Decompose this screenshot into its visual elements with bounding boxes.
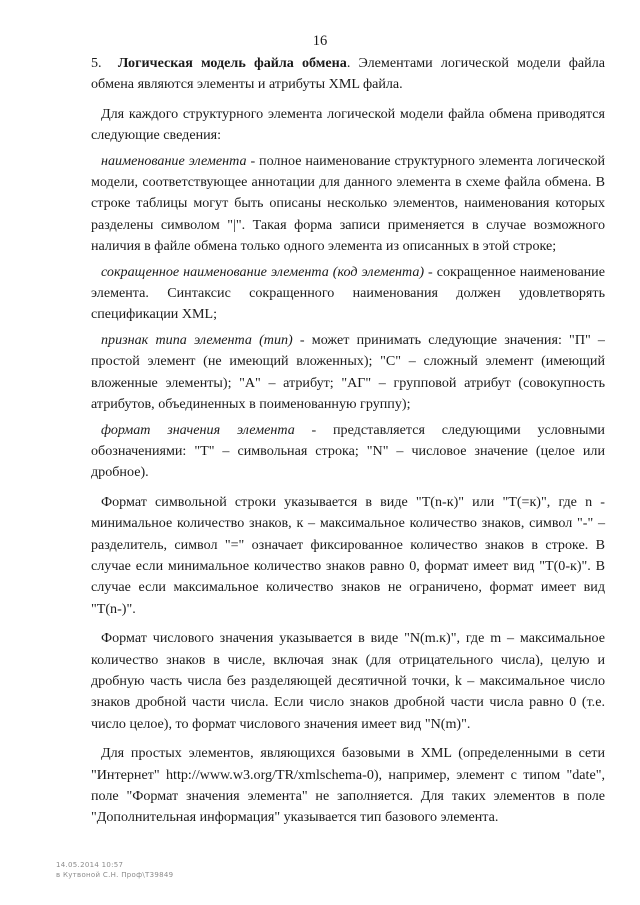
section-paragraph	[91, 53, 605, 96]
definition-term: сокращенное наименование элемента (код элемента)	[101, 263, 425, 280]
page-number: 16	[312, 33, 328, 49]
section-text: . Элементами логической модели файла обмена являются элементы и атрибуты XML файла.	[91, 55, 605, 93]
section-number: 5.	[91, 55, 102, 71]
print-stamp-date: 14.05.2014 10:57	[56, 861, 124, 869]
definition-item	[91, 330, 605, 416]
definition-term: наименование элемента	[101, 152, 247, 169]
definition-item	[91, 151, 605, 258]
definition-text: - сокращенное наименование элемента. Синтаксис сокращенного наименования должен удовлетворять спецификации XML;	[91, 263, 605, 323]
definition-item	[91, 420, 605, 484]
definition-term: формат значения элемента	[101, 421, 295, 438]
print-stamp-path: в Кутвоной С.Н. Проф\Т39849	[56, 871, 174, 879]
string-format-paragraph: Формат символьной строки указывается в виде "Т(n-к)" или "Т(=к)", где n - минимальное количество знаков, к – максимальное количество знаков, символ "-" – разделитель, символ "=" означает фиксированное количество знаков в строке. В случае если минимальное количество знаков равно 0, формат имеет вид "Т(0-к)". В случае если максимальное количество знаков не ограничено, формат имеет вид "Т(n-)".	[91, 493, 605, 617]
definition-term: признак типа элемента (тип)	[101, 331, 293, 348]
definition-text: - полное наименование структурного элемента логической модели, соответствующее аннотации для данного элемента в схеме файла обмена. В строке таблицы могут быть описаны несколько элементов, наименования которых разделены символом "|". Такая форма записи применяется в случае возможного наличия в файле обмена только одного элемента из описанных в этой строке;	[91, 152, 605, 255]
intro-paragraph: Для каждого структурного элемента логической модели файла обмена приводятся следующие сведения:	[91, 105, 605, 144]
definition-item	[91, 262, 605, 326]
print-stamp	[56, 860, 173, 880]
numeric-format-paragraph: Формат числового значения указывается в виде "N(m.к)", где m – максимальное количество знаков в числе, включая знак (для отрицательного числа), целую и дробную часть числа без разделяющей десятичной точки, k – максимальное число знаков дробной части числа. Если число знаков дробной части числа равно 0 (т.е. число целое), то формат числового значения имеет вид "N(m)".	[91, 630, 605, 732]
base-types-paragraph: Для простых элементов, являющихся базовыми в XML (определенными в сети "Интернет" http://www.w3.org/TR/xmlschema-0), например, элемент с типом "date", поле "Формат значения элемента" не заполняется. Для таких элементов в поле "Дополнительная информация" указывается тип базового элемента.	[91, 745, 605, 826]
definition-text: - может принимать следующие значения: "П" – простой элемент (не имеющий вложенных); "С" – сложный элемент (имеющий вложенные элементы); "А" – атрибут; "АГ" – групповой атрибут (совокупность атрибутов, объединенных в поименованную группу);	[91, 331, 605, 413]
definition-text: - представляется следующими условными обозначениями: "Т" – символьная строка; "N" – числовое значение (целое или дробное).	[91, 421, 605, 481]
section-title: Логическая модель файла обмена	[117, 55, 347, 71]
document-body	[91, 53, 605, 829]
